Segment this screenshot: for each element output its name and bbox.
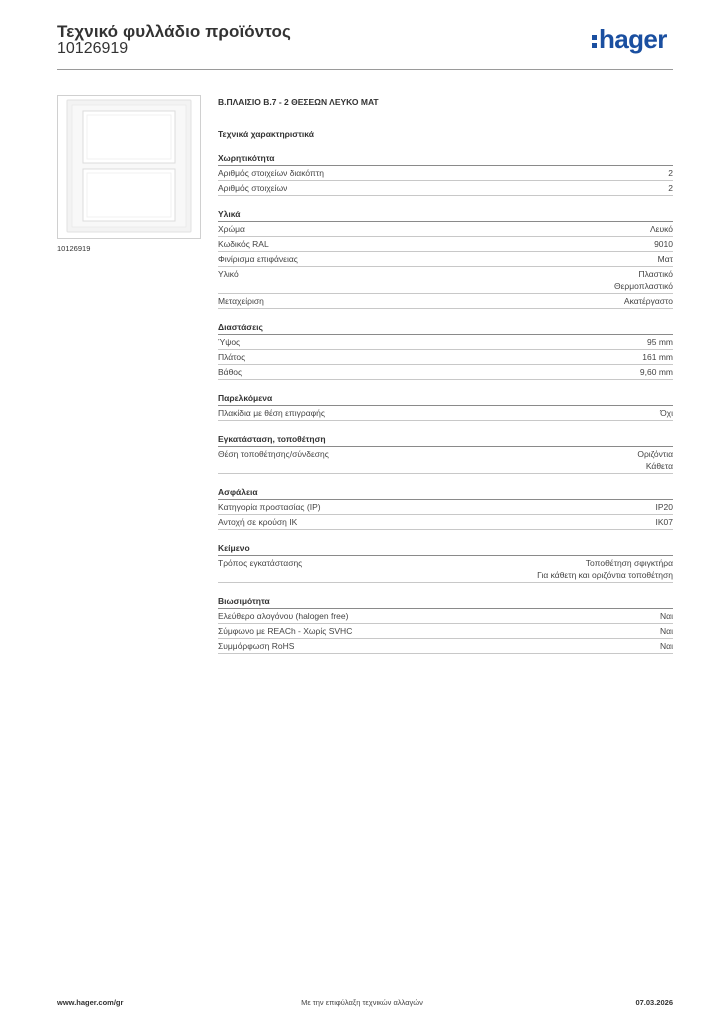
spec-label: Αριθμός στοιχείων <box>218 183 288 193</box>
logo-text: hager <box>599 24 667 54</box>
spec-label: Χρώμα <box>218 224 245 234</box>
spec-group-title: Υλικά <box>218 208 673 222</box>
product-title: Β.ΠΛΑΙΣΙΟ Β.7 - 2 ΘΕΣΕΩΝ ΛΕΥΚΟ ΜΑΤ <box>218 97 379 107</box>
spec-label: Αντοχή σε κρούση IK <box>218 517 298 527</box>
spec-label: Βάθος <box>218 367 243 377</box>
spec-group <box>218 433 673 474</box>
spec-value <box>654 238 673 250</box>
spec-label: Συμμόρφωση RoHS <box>218 641 295 651</box>
spec-row <box>218 222 673 237</box>
spec-row <box>218 350 673 365</box>
spec-value <box>656 516 674 528</box>
spec-label: Θέση τοποθέτησης/σύνδεσης <box>218 449 329 459</box>
spec-value-line: 2 <box>668 168 673 178</box>
spec-value <box>668 167 673 179</box>
spec-group-title: Εγκατάσταση, τοποθέτηση <box>218 433 673 447</box>
spec-group <box>218 486 673 530</box>
spec-value <box>660 610 673 622</box>
spec-label: Ύψος <box>218 337 241 347</box>
spec-value-line: Κάθετα <box>645 461 673 471</box>
product-frame-image <box>66 99 192 233</box>
spec-value <box>660 407 673 419</box>
spec-label: Μεταχείριση <box>218 296 264 306</box>
spec-row <box>218 365 673 380</box>
spec-group <box>218 595 673 654</box>
spec-value-line: IP20 <box>655 502 673 512</box>
spec-value <box>642 351 673 363</box>
technical-specs-heading: Τεχνικά χαρακτηριστικά <box>218 129 314 139</box>
spec-value-line: Ναι <box>660 641 673 651</box>
spec-value <box>647 336 673 348</box>
spec-value <box>668 182 673 194</box>
spec-value-line: 95 mm <box>647 337 673 347</box>
spec-value-line: Για κάθετη και οριζόντια τοποθέτηση <box>537 570 673 580</box>
spec-row <box>218 181 673 196</box>
spec-label: Σύμφωνο με REACh - Χωρίς SVHC <box>218 626 353 636</box>
spec-label: Πλακίδια με θέση επιγραφής <box>218 408 325 418</box>
spec-value <box>660 625 673 637</box>
spec-row <box>218 639 673 654</box>
spec-group-title: Διαστάσεις <box>218 321 673 335</box>
spec-value <box>537 557 673 581</box>
spec-row <box>218 335 673 350</box>
spec-row <box>218 556 673 583</box>
spec-group <box>218 208 673 309</box>
logo-dots-icon <box>592 35 597 51</box>
spec-value-line: 2 <box>668 183 673 193</box>
product-photo-frame <box>57 95 201 239</box>
spec-group-title: Κείμενο <box>218 542 673 556</box>
spec-value <box>650 223 673 235</box>
spec-row <box>218 166 673 181</box>
spec-value-line: Τοποθέτηση σφιγκτήρα <box>585 558 673 568</box>
spec-value <box>660 640 673 652</box>
spec-label: Ελεύθερο αλογόνου (halogen free) <box>218 611 349 621</box>
spec-row <box>218 609 673 624</box>
spec-value-line: Ματ <box>657 254 673 264</box>
spec-row <box>218 500 673 515</box>
spec-label: Τρόπος εγκατάστασης <box>218 558 303 568</box>
document-product-code: 10126919 <box>57 40 129 57</box>
spec-group <box>218 152 673 196</box>
spec-value <box>637 448 673 472</box>
spec-label: Φινίρισμα επιφάνειας <box>218 254 298 264</box>
spec-row <box>218 237 673 252</box>
spec-value-line: 9010 <box>654 239 673 249</box>
spec-group-title: Βιωσιμότητα <box>218 595 673 609</box>
specification-section <box>218 96 673 654</box>
spec-row <box>218 406 673 421</box>
spec-value-line: Οριζόντια <box>637 449 673 459</box>
spec-value-line: IK07 <box>655 517 673 527</box>
spec-value-line: 161 mm <box>642 352 673 362</box>
header-divider <box>57 69 673 70</box>
spec-value-line: Πλαστικό <box>638 269 673 279</box>
spec-label: Κωδικός RAL <box>218 239 269 249</box>
spec-row <box>218 294 673 309</box>
spec-group <box>218 542 673 583</box>
footer-website: www.hager.com/gr <box>57 998 124 1007</box>
spec-value <box>624 295 673 307</box>
footer-notice: Με την επιφύλαξη τεχνικών αλλαγών <box>301 998 423 1007</box>
spec-row <box>218 447 673 474</box>
spec-value <box>658 253 673 265</box>
spec-value-line: 9,60 mm <box>639 367 673 377</box>
spec-row <box>218 515 673 530</box>
spec-value-line: Λευκό <box>650 224 673 234</box>
photo-caption: 10126919 <box>57 244 91 253</box>
spec-group <box>218 392 673 421</box>
spec-value-line: Θερμοπλαστικό <box>613 281 673 291</box>
spec-group-title: Ασφάλεια <box>218 486 673 500</box>
spec-value-line: Ακατέργαστο <box>623 296 673 306</box>
spec-group-title: Παρελκόμενα <box>218 392 673 406</box>
spec-group-title: Χωρητικότητα <box>218 152 673 166</box>
spec-row <box>218 624 673 639</box>
spec-label: Υλικό <box>218 269 239 279</box>
document-title: Τεχνικό φυλλάδιο προϊόντος <box>57 22 291 41</box>
spec-row <box>218 252 673 267</box>
spec-groups <box>218 152 673 654</box>
spec-value-line: Ναι <box>660 626 673 636</box>
spec-group <box>218 321 673 380</box>
footer-date: 07.03.2026 <box>635 998 673 1007</box>
spec-label: Κατηγορία προστασίας (IP) <box>218 502 321 512</box>
spec-value <box>640 366 673 378</box>
spec-label: Πλάτος <box>218 352 246 362</box>
spec-value-line: Ναι <box>660 611 673 621</box>
spec-value <box>656 501 674 513</box>
spec-value-line: Όχι <box>660 408 673 418</box>
spec-label: Αριθμός στοιχείων διακόπτη <box>218 168 324 178</box>
spec-row <box>218 267 673 294</box>
spec-value <box>614 268 673 292</box>
